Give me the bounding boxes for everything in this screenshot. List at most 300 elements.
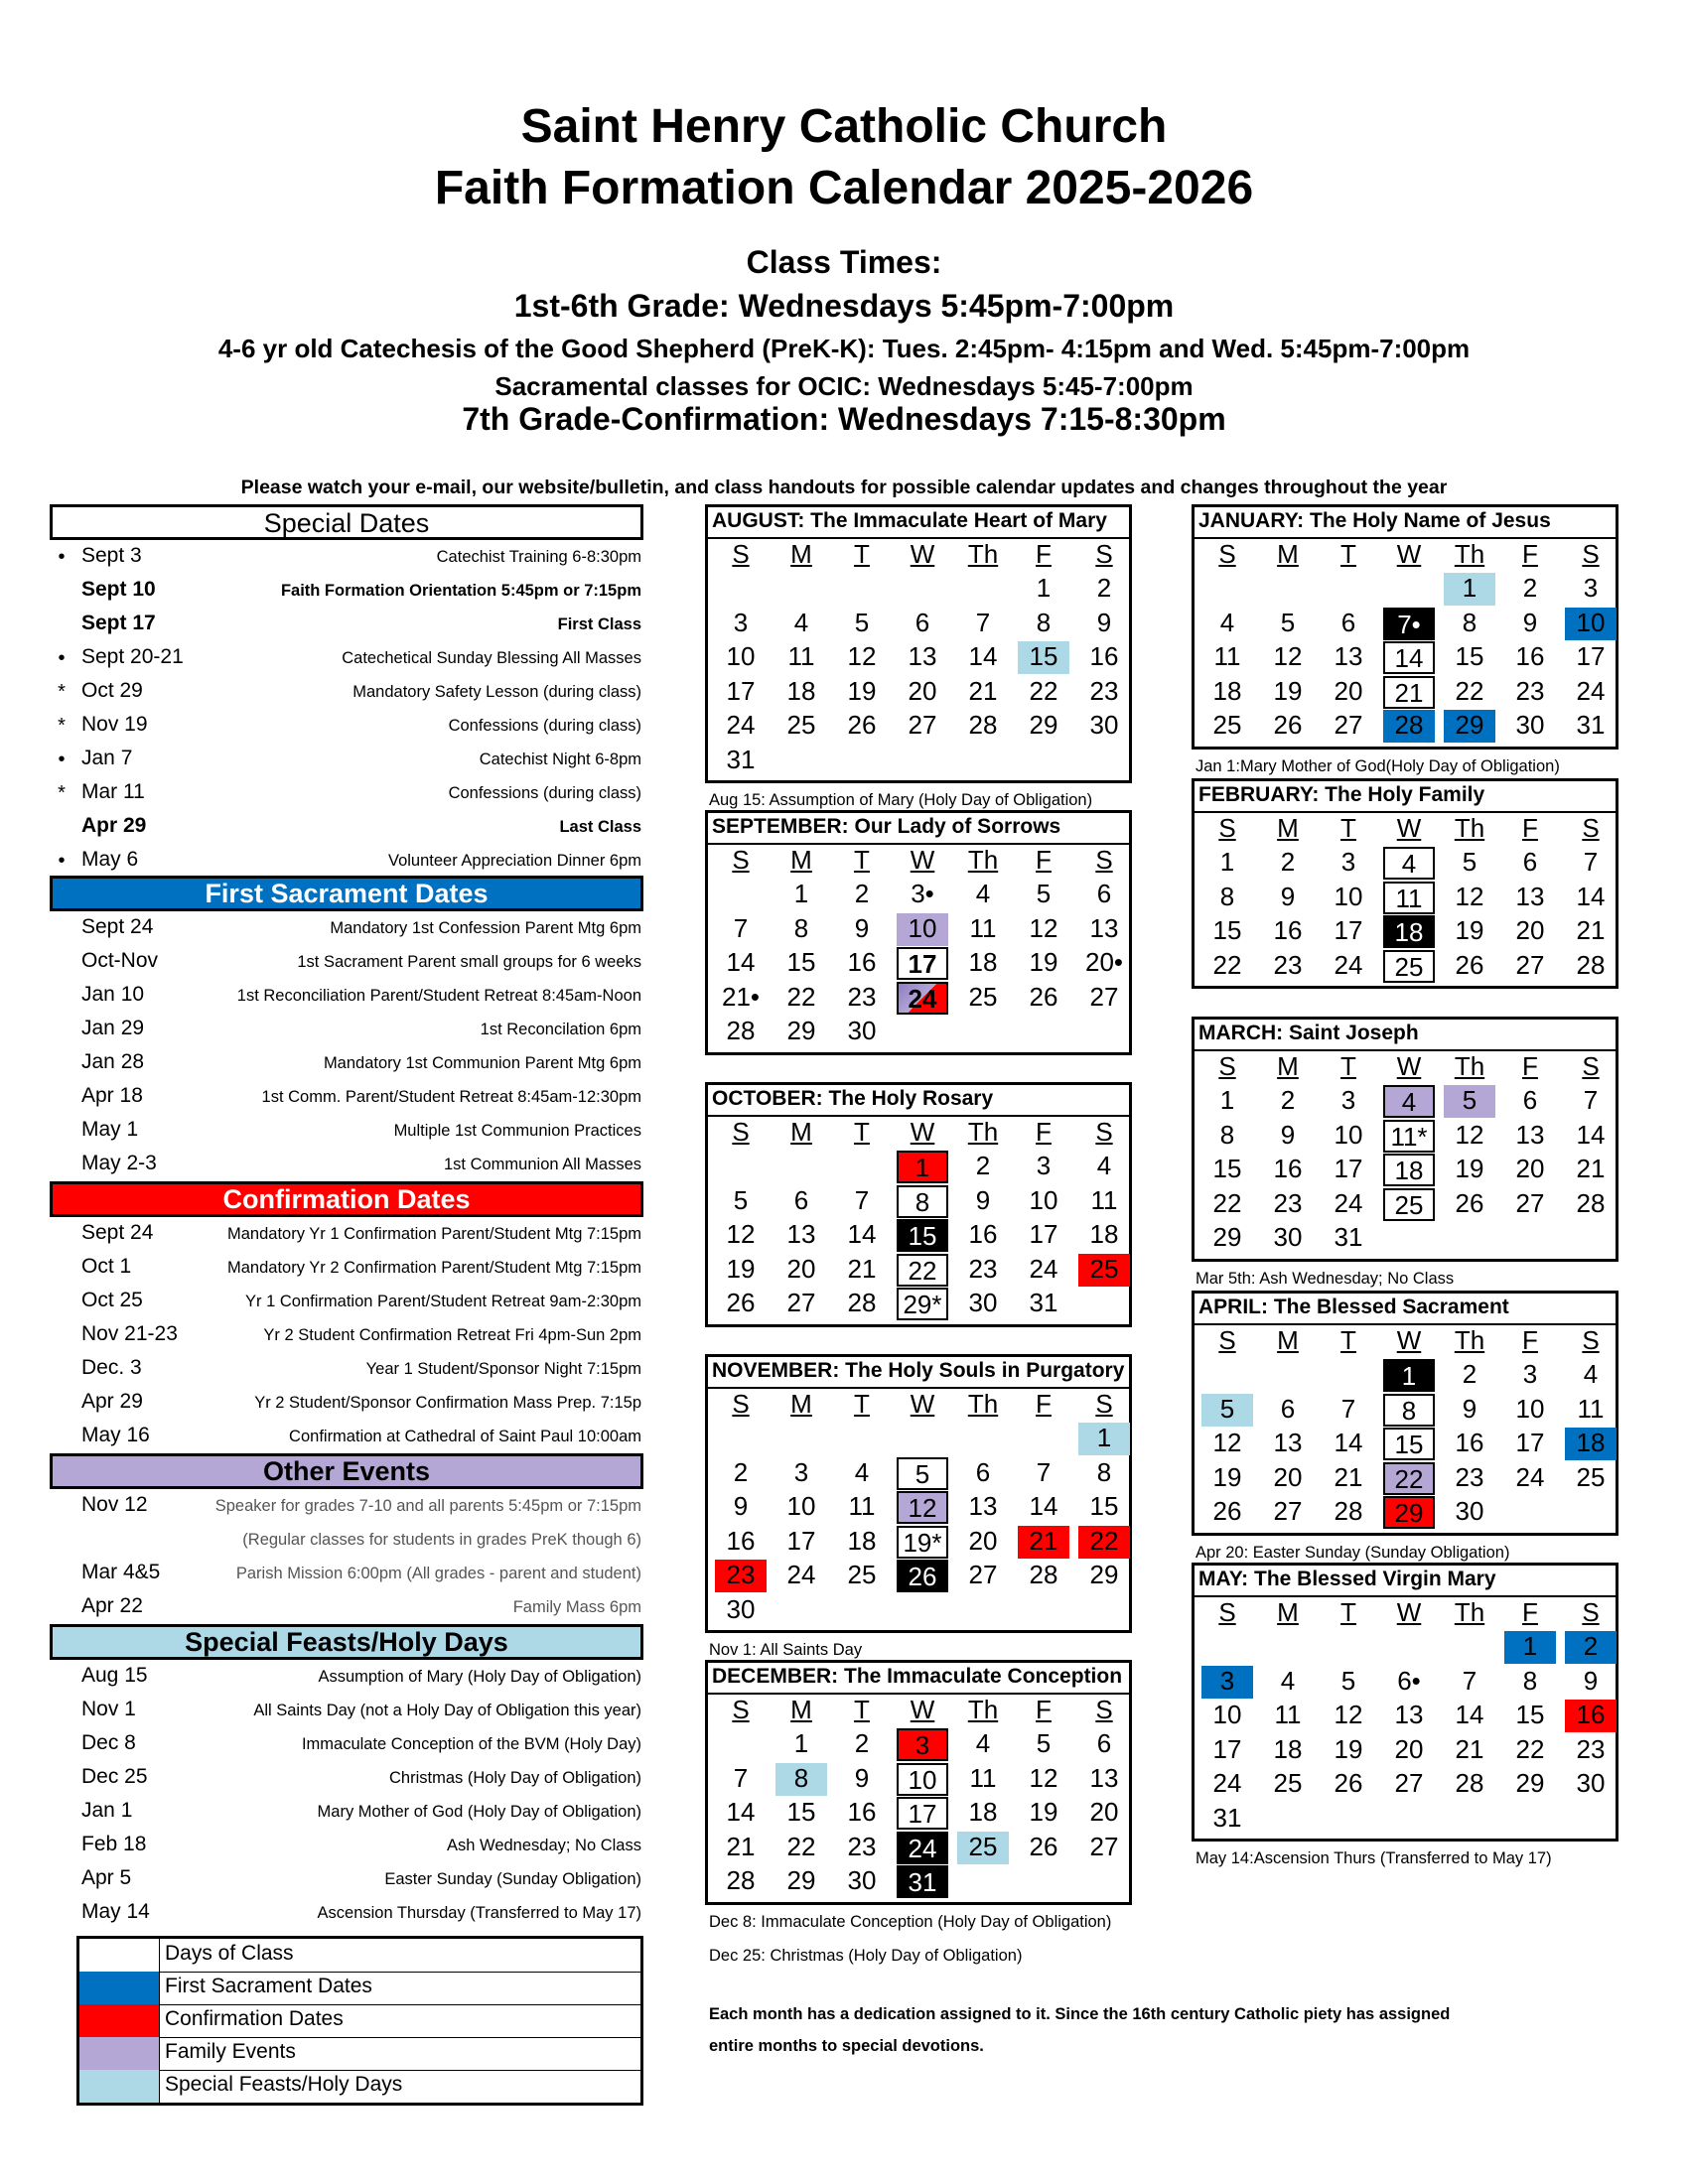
event-date: May 16 — [81, 1424, 150, 1446]
day-cell: 11 — [969, 1762, 997, 1793]
conf-item — [0, 1424, 645, 1457]
month-dec — [705, 1660, 1132, 1905]
event-date: Aug 15 — [81, 1664, 148, 1687]
day-cell: 29 — [786, 1865, 816, 1895]
weekday-header: F — [1522, 1051, 1538, 1081]
day-cell: 19 — [726, 1253, 756, 1284]
day-cell: 14 — [1576, 1119, 1606, 1150]
feast-item — [0, 1866, 645, 1900]
weekday-header: M — [1277, 1597, 1299, 1627]
weekday-header: T — [1340, 1597, 1356, 1627]
month-jan — [1192, 504, 1618, 750]
month-grid — [708, 1117, 1129, 1324]
day-cell: 8 — [1036, 607, 1052, 637]
day-cell: 19 — [847, 675, 877, 706]
day-cell: 3 — [1522, 1359, 1538, 1389]
weekday-header: M — [790, 845, 812, 875]
conf-item — [0, 1322, 645, 1356]
event-description: Mandatory Yr 1 Confirmation Parent/Student Mtg 7:15pm — [227, 1225, 641, 1243]
weekday-header: F — [1036, 845, 1052, 875]
day-cell: 1 — [793, 1728, 809, 1758]
day-cell: 25 — [847, 1560, 877, 1589]
day-cell: 17 — [897, 947, 948, 980]
day-cell: 25 — [1212, 710, 1242, 740]
day-cell: 10 — [897, 1763, 948, 1796]
day-cell: 17 — [1212, 1733, 1242, 1764]
day-cell: 13 — [1515, 881, 1545, 911]
month-sep — [705, 810, 1132, 1055]
day-cell: 1 — [897, 1151, 948, 1183]
day-cell: 25 — [968, 981, 998, 1012]
day-cell: 28 — [1576, 949, 1606, 980]
other-item — [0, 1561, 645, 1594]
event-date: Dec 25 — [81, 1765, 148, 1788]
event-description: 1st Reconciliation Parent/Student Retreat 8:45am-Noon — [236, 987, 641, 1005]
day-cell: 26 — [847, 710, 877, 740]
legend-row — [79, 2070, 640, 2103]
class-time-3: Sacramental classes for OCIC: Wednesdays 5:45-7:00pm — [494, 371, 1194, 401]
day-cell: 20 — [968, 1525, 998, 1556]
day-cell: 6 — [793, 1184, 809, 1215]
weekday-header: T — [854, 1117, 870, 1147]
day-cell: 5 — [733, 1184, 749, 1215]
weekday-header: W — [910, 1117, 935, 1147]
bullet-marker: * — [58, 782, 66, 804]
day-cell: 11 — [1213, 641, 1241, 671]
special-item — [0, 544, 645, 578]
day-cell: 5 — [1462, 847, 1477, 877]
day-cell: 29 — [1029, 710, 1058, 740]
day-cell: 31 — [1029, 1288, 1058, 1317]
legend-swatch — [79, 1972, 160, 2004]
day-cell: 25 — [1273, 1768, 1303, 1798]
day-cell: 28 — [968, 710, 998, 740]
day-cell: 6 — [1280, 1393, 1296, 1424]
day-cell: 30 — [1576, 1768, 1606, 1798]
month-note: Dec 25: Christmas (Holy Day of Obligation) — [709, 1946, 1023, 1965]
day-cell: 18 — [847, 1525, 877, 1556]
day-cell: 11* — [1383, 1120, 1435, 1153]
weekday-header: M — [1277, 1325, 1299, 1355]
event-date: Oct-Nov — [81, 949, 159, 972]
special-dates-heading: Special Dates — [50, 504, 643, 540]
day-cell: 4 — [1383, 1085, 1435, 1118]
day-cell: 17 — [1515, 1428, 1545, 1457]
day-cell: 3 — [793, 1456, 809, 1487]
month-grid — [1195, 813, 1616, 986]
event-description: 1st Communion All Masses — [444, 1156, 641, 1173]
event-description: 1st Reconcilation 6pm — [480, 1021, 641, 1038]
day-cell: 30 — [726, 1593, 756, 1624]
day-cell: 6 — [975, 1456, 991, 1487]
day-cell: 19 — [1334, 1733, 1363, 1764]
weekday-header: F — [1522, 539, 1538, 569]
weekday-header: S — [732, 845, 750, 875]
event-description: Assumption of Mary (Holy Day of Obligation) — [318, 1668, 641, 1686]
day-cell: 12 — [1029, 1762, 1058, 1793]
day-cell: 7• — [1383, 608, 1435, 640]
month-note: May 14:Ascension Thurs (Transferred to May 17) — [1196, 1849, 1552, 1867]
special-item — [0, 780, 645, 814]
event-date: Sept 20-21 — [81, 645, 184, 668]
feasts-heading: Special Feasts/Holy Days — [50, 1624, 643, 1660]
day-cell: 31 — [897, 1865, 948, 1898]
weekday-header: S — [1095, 539, 1113, 569]
day-cell: 8 — [1522, 1665, 1538, 1696]
day-cell: 30 — [1089, 710, 1119, 740]
day-cell: 21 — [1576, 915, 1606, 945]
day-cell: 31 — [1334, 1222, 1363, 1252]
fs-item — [0, 1152, 645, 1185]
day-cell: 27 — [1089, 981, 1119, 1012]
day-cell: 10 — [1029, 1184, 1058, 1215]
day-cell: 27 — [968, 1560, 998, 1589]
day-cell: 2 — [1565, 1631, 1617, 1664]
weekday-header: S — [732, 1117, 750, 1147]
day-cell: 2 — [854, 1728, 870, 1758]
weekday-header: S — [1582, 1597, 1600, 1627]
event-description: Last Class — [559, 818, 641, 836]
day-cell: 8 — [1383, 1394, 1435, 1427]
event-description: Confessions (during class) — [448, 784, 641, 802]
day-cell: 15 — [1455, 641, 1484, 671]
day-cell: 7 — [1583, 847, 1599, 877]
weekday-header: F — [1522, 813, 1538, 843]
event-date: Sept 24 — [81, 1221, 154, 1244]
day-cell: 3 — [1583, 573, 1599, 603]
day-cell: 16 — [847, 947, 877, 977]
day-cell: 20 — [1273, 1461, 1303, 1492]
day-cell: 6 — [1340, 607, 1356, 637]
event-description: Mandatory Safety Lesson (during class) — [352, 683, 641, 701]
weekday-header: T — [1340, 539, 1356, 569]
day-cell: 12 — [1029, 912, 1058, 943]
day-cell: 23 — [715, 1560, 767, 1592]
day-cell: 25 — [1576, 1461, 1606, 1492]
event-date: Sept 17 — [81, 612, 156, 634]
legend-label: Confirmation Dates — [165, 2007, 344, 2030]
day-cell: 19 — [1455, 915, 1484, 945]
month-oct — [705, 1082, 1132, 1327]
day-cell: 16 — [1565, 1700, 1617, 1732]
day-cell: 5 — [1340, 1665, 1356, 1696]
day-cell: 6 — [1522, 1085, 1538, 1115]
day-cell: 25 — [1078, 1254, 1130, 1287]
event-description: Volunteer Appreciation Dinner 6pm — [388, 852, 641, 870]
month-title: FEBRUARY: The Holy Family — [1195, 781, 1616, 813]
day-cell: 5 — [1280, 607, 1296, 637]
day-cell: 1 — [793, 879, 809, 908]
weekday-header: S — [1095, 845, 1113, 875]
day-cell: 17 — [1576, 641, 1606, 671]
conf-item — [0, 1289, 645, 1322]
month-grid — [1195, 1325, 1616, 1533]
day-cell: 7 — [854, 1184, 870, 1215]
day-cell: 29 — [786, 1016, 816, 1045]
day-cell: 2 — [733, 1456, 749, 1487]
month-aug — [705, 504, 1132, 783]
day-cell: 19 — [1455, 1154, 1484, 1183]
event-description: Confessions (during class) — [448, 717, 641, 735]
class-times-label: Class Times: — [746, 244, 942, 280]
title-line-2: Faith Formation Calendar 2025-2026 — [434, 162, 1254, 214]
day-cell: 21• — [721, 981, 761, 1012]
day-cell: 9 — [854, 912, 870, 943]
weekday-header: S — [1582, 813, 1600, 843]
feast-item — [0, 1799, 645, 1833]
weekday-header: W — [910, 845, 935, 875]
day-cell: 2 — [975, 1151, 991, 1180]
day-cell: 27 — [1089, 1831, 1119, 1861]
weekday-header: S — [1582, 1325, 1600, 1355]
day-cell: 14 — [1029, 1491, 1058, 1521]
special-item — [0, 713, 645, 747]
day-cell: 18 — [968, 1797, 998, 1827]
day-cell: 15 — [1212, 1154, 1242, 1183]
day-cell: 14 — [1334, 1428, 1363, 1457]
month-grid — [1195, 1597, 1616, 1839]
day-cell: 8 — [775, 1763, 827, 1796]
month-apr — [1192, 1291, 1618, 1536]
weekday-header: W — [910, 1389, 935, 1419]
first-sacrament-heading: First Sacrament Dates — [50, 876, 643, 911]
day-cell: 6 — [1096, 1728, 1112, 1758]
day-cell: 4 — [1096, 1151, 1112, 1180]
weekday-header: W — [1396, 1325, 1422, 1355]
day-cell: 14 — [1383, 641, 1435, 674]
day-cell: 22 — [1212, 1187, 1242, 1218]
weekday-header: Th — [1454, 1325, 1485, 1355]
day-cell: 4 — [854, 1456, 870, 1487]
day-cell: 24 — [1334, 1187, 1363, 1218]
bullet-marker: * — [58, 681, 66, 703]
month-grid — [708, 1389, 1129, 1630]
event-description: 1st Comm. Parent/Student Retreat 8:45am-12:30pm — [261, 1088, 641, 1106]
day-cell: 23 — [1576, 1733, 1606, 1764]
day-cell: 23 — [968, 1253, 998, 1284]
day-cell: 19 — [1212, 1461, 1242, 1492]
legend-row — [79, 1939, 640, 1973]
day-cell: 9 — [1522, 607, 1538, 637]
day-cell: 4 — [975, 879, 991, 908]
day-cell: 18 — [1383, 1154, 1435, 1186]
day-cell: 1 — [1383, 1359, 1435, 1392]
day-cell: 30 — [1273, 1222, 1303, 1252]
day-cell: 29 — [1089, 1560, 1119, 1589]
event-description: Speaker for grades 7-10 and all parents 5:45pm or 7:15pm — [214, 1497, 641, 1515]
day-cell: 21 — [1383, 676, 1435, 709]
event-date: May 1 — [81, 1118, 139, 1141]
day-cell: 8 — [897, 1185, 948, 1218]
month-title: AUGUST: The Immaculate Heart of Mary — [708, 507, 1129, 539]
event-date: Apr 22 — [81, 1594, 143, 1617]
day-cell: 13 — [1273, 1428, 1303, 1457]
day-cell: 11 — [1274, 1700, 1302, 1729]
day-cell: 12 — [1334, 1700, 1363, 1729]
day-cell: 2 — [1522, 573, 1538, 603]
bullet-marker: • — [58, 749, 66, 770]
weekday-header: S — [1095, 1695, 1113, 1724]
weekday-header: Th — [967, 1389, 999, 1419]
month-feb — [1192, 778, 1618, 989]
month-title: SEPTEMBER: Our Lady of Sorrows — [708, 813, 1129, 845]
day-cell: 10 — [786, 1491, 816, 1521]
day-cell: 17 — [786, 1525, 816, 1556]
weekday-header: S — [732, 539, 750, 569]
event-description: Family Mass 6pm — [512, 1598, 641, 1616]
day-cell: 23 — [1089, 675, 1119, 706]
event-description: Catechetical Sunday Blessing All Masses — [342, 649, 641, 667]
event-date: Apr 18 — [81, 1084, 143, 1107]
weekday-header: Th — [967, 539, 999, 569]
feast-item — [0, 1698, 645, 1731]
day-cell: 22 — [897, 1254, 948, 1287]
event-date: Sept 3 — [81, 544, 142, 567]
event-description: Mary Mother of God (Holy Day of Obligation) — [317, 1803, 641, 1821]
day-cell: 12 — [726, 1219, 756, 1249]
day-cell: 17 — [1334, 915, 1363, 945]
month-note: Jan 1:Mary Mother of God(Holy Day of Obligation) — [1196, 756, 1560, 775]
event-date: Apr 5 — [81, 1866, 132, 1889]
day-cell: 26 — [1029, 1831, 1058, 1861]
weekday-header: T — [854, 1389, 870, 1419]
day-cell: 12 — [1273, 641, 1303, 671]
day-cell: 24 — [786, 1560, 816, 1589]
bullet-marker: * — [58, 715, 66, 737]
day-cell: 5 — [854, 607, 870, 637]
day-cell: 29 — [1515, 1768, 1545, 1798]
feast-item — [0, 1731, 645, 1765]
day-cell: 10 — [1565, 608, 1617, 640]
day-cell: 31 — [726, 744, 756, 774]
day-cell: 3 — [733, 607, 749, 637]
event-description: Yr 2 Student/Sponsor Confirmation Mass Prep. 7:15p — [254, 1394, 641, 1412]
day-cell: 22 — [786, 1831, 816, 1861]
day-cell: 24 — [1212, 1768, 1242, 1798]
event-description: Catechist Night 6-8pm — [479, 751, 641, 768]
other-item — [0, 1527, 645, 1561]
day-cell: 20 — [1334, 675, 1363, 706]
day-cell: 12 — [1212, 1428, 1242, 1457]
day-cell: 15 — [786, 947, 816, 977]
day-cell: 28 — [1334, 1496, 1363, 1526]
day-cell: 15 — [786, 1797, 816, 1827]
month-grid — [708, 539, 1129, 780]
day-cell: 21 — [1018, 1526, 1069, 1559]
day-cell: 27 — [1515, 949, 1545, 980]
day-cell: 1 — [1504, 1631, 1556, 1664]
day-cell: 24 — [897, 982, 948, 1015]
day-cell: 25 — [957, 1832, 1009, 1864]
day-cell: 2 — [1280, 1085, 1296, 1115]
day-cell: 17 — [1029, 1219, 1058, 1249]
day-cell: 21 — [726, 1831, 756, 1861]
day-cell: 19 — [1029, 947, 1058, 977]
month-note: Apr 20: Easter Sunday (Sunday Obligation) — [1196, 1543, 1510, 1562]
event-date: Dec. 3 — [81, 1356, 142, 1379]
day-cell: 13 — [1394, 1700, 1424, 1729]
weekday-header: Th — [967, 1695, 999, 1724]
day-cell: 22 — [786, 981, 816, 1012]
day-cell: 9 — [975, 1184, 991, 1215]
day-cell: 8 — [1219, 881, 1235, 911]
day-cell: 24 — [1515, 1461, 1545, 1492]
day-cell: 21 — [968, 675, 998, 706]
day-cell: 20 — [1394, 1733, 1424, 1764]
day-cell: 28 — [1576, 1187, 1606, 1218]
class-time-2: 4-6 yr old Catechesis of the Good Shepherd (PreK-K): Tues. 2:45pm- 4:15pm and Wed. 5:45pm-7:00pm — [217, 334, 1471, 363]
day-cell: 5 — [1036, 879, 1052, 908]
day-cell: 22 — [1383, 1462, 1435, 1495]
month-title: APRIL: The Blessed Sacrament — [1195, 1294, 1616, 1325]
day-cell: 22 — [1029, 675, 1058, 706]
day-cell: 18 — [1383, 915, 1435, 948]
day-cell: 11 — [1383, 882, 1435, 914]
day-cell: 19 — [1029, 1797, 1058, 1827]
event-description: Mandatory 1st Confession Parent Mtg 6pm — [330, 919, 641, 937]
weekday-header: F — [1036, 1695, 1052, 1724]
day-cell: 20 — [1515, 1154, 1545, 1183]
day-cell: 11 — [787, 641, 815, 671]
day-cell: 9 — [854, 1762, 870, 1793]
weekday-header: W — [910, 1695, 935, 1724]
day-cell: 3 — [1340, 847, 1356, 877]
day-cell: 17 — [897, 1797, 948, 1830]
legend-swatch — [79, 2004, 160, 2037]
weekday-header: M — [790, 1389, 812, 1419]
day-cell: 1 — [1444, 573, 1495, 606]
day-cell: 9 — [733, 1491, 749, 1521]
day-cell: 2 — [854, 879, 870, 908]
weekday-header: F — [1522, 1325, 1538, 1355]
day-cell: 4 — [1280, 1665, 1296, 1696]
day-cell: 14 — [1455, 1700, 1484, 1729]
event-date: Oct 1 — [81, 1255, 132, 1278]
fs-item — [0, 949, 645, 983]
day-cell: 16 — [726, 1525, 756, 1556]
day-cell: 8 — [793, 912, 809, 943]
day-cell: 17 — [726, 675, 756, 706]
event-description: Immaculate Conception of the BVM (Holy Day) — [301, 1735, 641, 1753]
weekday-header: S — [1218, 813, 1236, 843]
day-cell: 18 — [968, 947, 998, 977]
day-cell: 13 — [786, 1219, 816, 1249]
day-cell: 4 — [975, 1728, 991, 1758]
event-description: Catechist Training 6-8:30pm — [436, 548, 641, 566]
other-events-heading: Other Events — [50, 1453, 643, 1489]
day-cell: 6• — [1397, 1665, 1421, 1696]
day-cell: 26 — [1455, 949, 1484, 980]
event-date: Oct 25 — [81, 1289, 143, 1311]
day-cell: 24 — [1029, 1253, 1058, 1284]
fs-item — [0, 1118, 645, 1152]
event-date: Mar 4&5 — [81, 1561, 161, 1583]
day-cell: 24 — [726, 710, 756, 740]
day-cell: 8 — [1462, 607, 1477, 637]
legend-swatch — [79, 1939, 160, 1972]
weekday-header: F — [1522, 1597, 1538, 1627]
closing-text-line-1: Each month has a dedication assigned to it. Since the 16th century Catholic piety has assigned — [709, 2005, 1451, 2023]
weekday-header: T — [854, 539, 870, 569]
day-cell: 18 — [1212, 675, 1242, 706]
day-cell: 22 — [1078, 1526, 1130, 1559]
bullet-marker: • — [58, 647, 66, 669]
fs-item — [0, 983, 645, 1017]
day-cell: 21 — [1576, 1154, 1606, 1183]
day-cell: 7 — [1462, 1665, 1477, 1696]
day-cell: 20• — [1084, 947, 1124, 977]
day-cell: 30 — [847, 1016, 877, 1045]
